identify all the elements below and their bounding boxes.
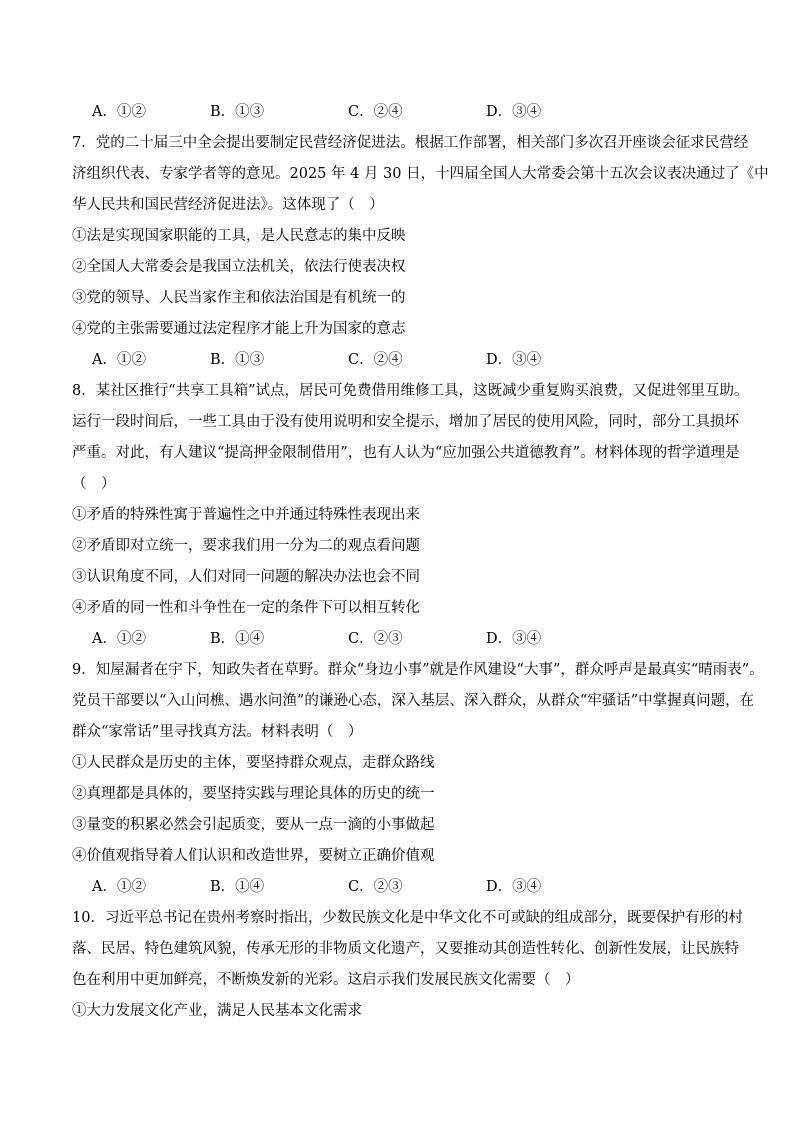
q8-options <box>92 629 732 649</box>
q9-statement: ①人民群众是历史的主体，要坚持群众观点，走群众路线 <box>72 755 435 771</box>
q6-option-b[interactable]: B．①③ <box>210 104 265 120</box>
q7-option-b[interactable]: B．①③ <box>210 352 265 368</box>
q10-stem-line: 落、民居、特色建筑风貌，传承无形的非物质文化遗产，又要推动其创造性转化、创新性发展，让民族特 <box>72 941 739 957</box>
q9-stem-line: 群众“家常话”里寻找真方法。材料表明（ ） <box>72 724 363 740</box>
q8-statement: ②矛盾即对立统一，要求我们用一分为二的观点看问题 <box>72 538 420 554</box>
q8-option-d[interactable]: D．③④ <box>486 631 542 647</box>
q7-stem-line: 7．党的二十届三中全会提出要制定民营经济促进法。根据工作部署，相关部门多次召开座谈会征求民营经 <box>72 135 749 151</box>
q8-statement: ④矛盾的同一性和斗争性在一定的条件下可以相互转化 <box>72 600 420 616</box>
q6-option-c[interactable]: C．②④ <box>348 104 403 120</box>
q8-statement: ①矛盾的特殊性寓于普遍性之中并通过特殊性表现出来 <box>72 507 420 523</box>
q8-stem-line: （ ） <box>72 476 116 492</box>
q7-statement: ④党的主张需要通过法定程序才能上升为国家的意志 <box>72 321 406 337</box>
q9-options <box>92 877 732 897</box>
q7-options <box>92 350 732 370</box>
q7-option-a[interactable]: A．①② <box>92 352 146 368</box>
q7-option-d[interactable]: D．③④ <box>486 352 542 368</box>
q9-option-d[interactable]: D．③④ <box>486 879 542 895</box>
q9-option-b[interactable]: B．①④ <box>210 879 265 895</box>
q8-statement: ③认识角度不同，人们对同一问题的解决办法也会不同 <box>72 569 420 585</box>
q8-option-c[interactable]: C．②③ <box>348 631 403 647</box>
q7-statement: ②全国人大常委会是我国立法机关，依法行使表决权 <box>72 259 406 275</box>
q10-statement: ①大力发展文化产业，满足人民基本文化需求 <box>72 1003 362 1019</box>
q9-option-a[interactable]: A．①② <box>92 879 146 895</box>
q9-stem-line: 9．知屋漏者在宇下，知政失者在草野。群众“身边小事”就是作风建设“大事”，群众呼声是最真实“晴雨表”。 <box>72 662 764 678</box>
q8-stem-line: 8．某社区推行“共享工具箱”试点，居民可免费借用维修工具，这既减少重复购买浪费，又促进邻里互助。 <box>72 383 749 399</box>
q9-statement: ②真理都是具体的，要坚持实践与理论具体的历史的统一 <box>72 786 435 802</box>
q9-option-c[interactable]: C．②③ <box>348 879 403 895</box>
q7-statement: ③党的领导、人民当家作主和依法治国是有机统一的 <box>72 290 406 306</box>
q8-option-a[interactable]: A．①② <box>92 631 146 647</box>
q8-option-b[interactable]: B．①④ <box>210 631 265 647</box>
q9-statement: ④价值观指导着人们认识和改造世界，要树立正确价值观 <box>72 848 435 864</box>
q7-stem-line: 华人民共和国民营经济促进法》。这体现了（ ） <box>72 197 384 213</box>
q7-stem-line: 济组织代表、专家学者等的意见。2025 年 4 月 30 日，十四届全国人大常委会第十五次会议表决通过了《中 <box>72 166 769 182</box>
q6-option-d[interactable]: D．③④ <box>486 104 542 120</box>
q6-options <box>92 102 732 122</box>
q10-stem-line: 色在利用中更加鲜亮，不断焕发新的光彩。这启示我们发展民族文化需要（ ） <box>72 972 580 988</box>
q8-stem-line: 运行一段时间后，一些工具由于没有使用说明和安全提示，增加了居民的使用风险，同时，部分工具损坏 <box>72 414 739 430</box>
q10-stem-line: 10．习近平总书记在贵州考察时指出，少数民族文化是中华文化不可或缺的组成部分，既要保护有形的村 <box>72 910 743 926</box>
q6-option-a[interactable]: A．①② <box>92 104 146 120</box>
q7-statement: ①法是实现国家职能的工具，是人民意志的集中反映 <box>72 228 406 244</box>
q9-stem-line: 党员干部要以“入山问樵、遇水问渔”的谦逊心态，深入基层、深入群众，从群众“牢骚话”中掌握真问题，在 <box>72 693 755 709</box>
q8-stem-line: 严重。对此，有人建议“提高押金限制借用”，也有人认为“应加强公共道德教育”。材料体现的哲学道理是 <box>72 445 740 461</box>
q9-statement: ③量变的积累必然会引起质变，要从一点一滴的小事做起 <box>72 817 435 833</box>
q7-option-c[interactable]: C．②④ <box>348 352 403 368</box>
